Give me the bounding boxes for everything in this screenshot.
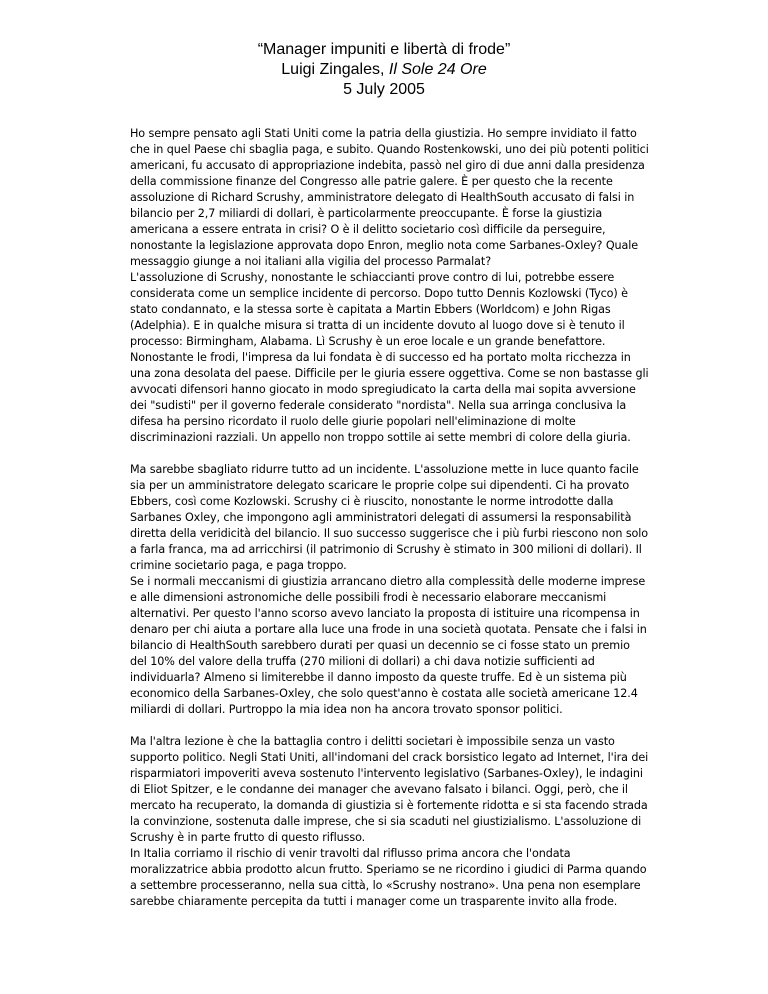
article-title: “Manager impuniti e libertà di frode” [257, 41, 511, 58]
paragraph: In Italia corriamo il rischio di venir travolti dal riflusso prima ancora che l'ondata moralizzatrice abbia prodotto alcun frutto. Speriamo se ne ricordino i giudici di Parma quando a settembre processeranno, nella sua città, lo «Scrushy nostrano». Una pena non esemplare sarebbe chiaramente percepita da tutti i manager come un trasparente invito alla frode. [130, 847, 647, 908]
article-header [0, 40, 768, 100]
paragraph: L'assoluzione di Scrushy, nonostante le schiaccianti prove contro di lui, potrebbe essere considerata come un semplice incidente di percorso. Dopo tutto Dennis Kozlowski (Tyco) è stato condannato, e la stessa sorte è capitata a Martin Ebbers (Worldcom) e John Rigas (Adelphia). E in qualche misura si tratta di un incidente dovuto al luogo dove si è tenuto il processo: Birmingham, Alabama. Lì Scrushy è un eroe locale e un grande benefattore. Nonostante le frodi, l'impresa da lui fondata è di successo ed ha portato molta ricchezza in una zona desolata del paese. Difficile per le giuria essere oggettiva. Come se non bastasse gli avvocati difensori hanno giocato in modo spregiudicato la carta della mai sopita avversione dei "sudisti" per il governo federale considerato "nordista". Nella sua arringa conclusiva la difesa ha persino ricordato il ruolo delle giurie popolari nell'eliminazione di molte discriminazioni razziali. Un appello non troppo sottile ai sette membri di colore della giuria. [130, 271, 649, 444]
paragraph: Ma sarebbe sbagliato ridurre tutto ad un incidente. L'assoluzione mette in luce quanto facile sia per un amministratore delegato scaricare le proprie colpe sui dipendenti. Ci ha provato Ebbers, così come Kozlowski. Scrushy ci è riuscito, nonostante le norme introdotte dalla Sarbanes Oxley, che impongono agli amministratori delegati di assumersi la responsabilità diretta della veridicità del bilancio. Il suo successo suggerisce che i più furbi riescono non solo a farla franca, ma ad arricchirsi (il patrimonio di Scrushy è stimato in 300 milioni di dollari). Il crimine societario paga, e paga troppo. [130, 463, 649, 572]
article-body [130, 126, 650, 926]
author-name: Luigi Zingales, [281, 61, 389, 78]
article-byline [0, 60, 768, 80]
paragraph: Se i normali meccanismi di giustizia arrancano dietro alla complessità delle moderne imprese e alle dimensioni astronomiche delle possibili frodi è necessario elaborare meccanismi alternativi. Per questo l'anno scorso avevo lanciato la proposta di istituire una ricompensa in denaro per chi aiuta a portare alla luce una frode in una società quotata. Pensate che i falsi in bilancio di HealthSouth sarebbero durati per quasi un decennio se ci fosse stato un premio del 10% del valore della truffa (270 milioni di dollari) a chi dava notizie sufficienti ad individuarla? Almeno si limiterebbe il danno imposto da queste truffe. Ed è un sistema più economico della Sarbanes-Oxley, che solo quest'anno è costata alle società americane 12.4 miliardi di dollari. Purtroppo la mia idea non ha ancora trovato sponsor politici. [130, 575, 647, 716]
section-2 [130, 462, 650, 718]
section-3 [130, 734, 650, 910]
section-1 [130, 126, 650, 446]
article-date: 5 July 2005 [343, 81, 425, 98]
paragraph: Ho sempre pensato agli Stati Uniti come la patria della giustizia. Ho sempre invidiato il fatto che in quel Paese chi sbaglia paga, e subito. Quando Rostenkowski, uno dei più potenti politici americani, fu accusato di appropriazione indebita, passò nel giro di due anni dalla presidenza della commissione finanze del Congresso alle patrie galere. È per questo che la recente assoluzione di Richard Scrushy, amministratore delegato di HealthSouth accusato di falsi in bilancio per 2,7 miliardi di dollari, è particolarmente preoccupante. È forse la giustizia americana a essere entrata in crisi? O è il delitto societario così difficile da perseguire, nonostante la legislazione approvata dopo Enron, meglio nota come Sarbanes-Oxley? Quale messaggio giunge a noi italiani alla vigilia del processo Parmalat? [130, 127, 649, 268]
publication-name: Il Sole 24 Ore [388, 61, 487, 78]
paragraph: Ma l'altra lezione è che la battaglia contro i delitti societari è impossibile senza un vasto supporto politico. Negli Stati Uniti, all'indomani del crack borsistico legato ad Internet, l'ira dei risparmiatori impoveriti aveva sostenuto l'intervento legislativo (Sarbanes-Oxley), le indagini di Eliot Spitzer, e le condanne dei manager che avevano falsato i bilanci. Oggi, però, che il mercato ha recuperato, la domanda di giustizia si è fortemente ridotta e si sta facendo strada la convinzione, sostenuta dalle imprese, che si sia scaduti nel giustizialismo. L'assoluzione di Scrushy è in parte frutto di questo riflusso. [130, 735, 649, 844]
